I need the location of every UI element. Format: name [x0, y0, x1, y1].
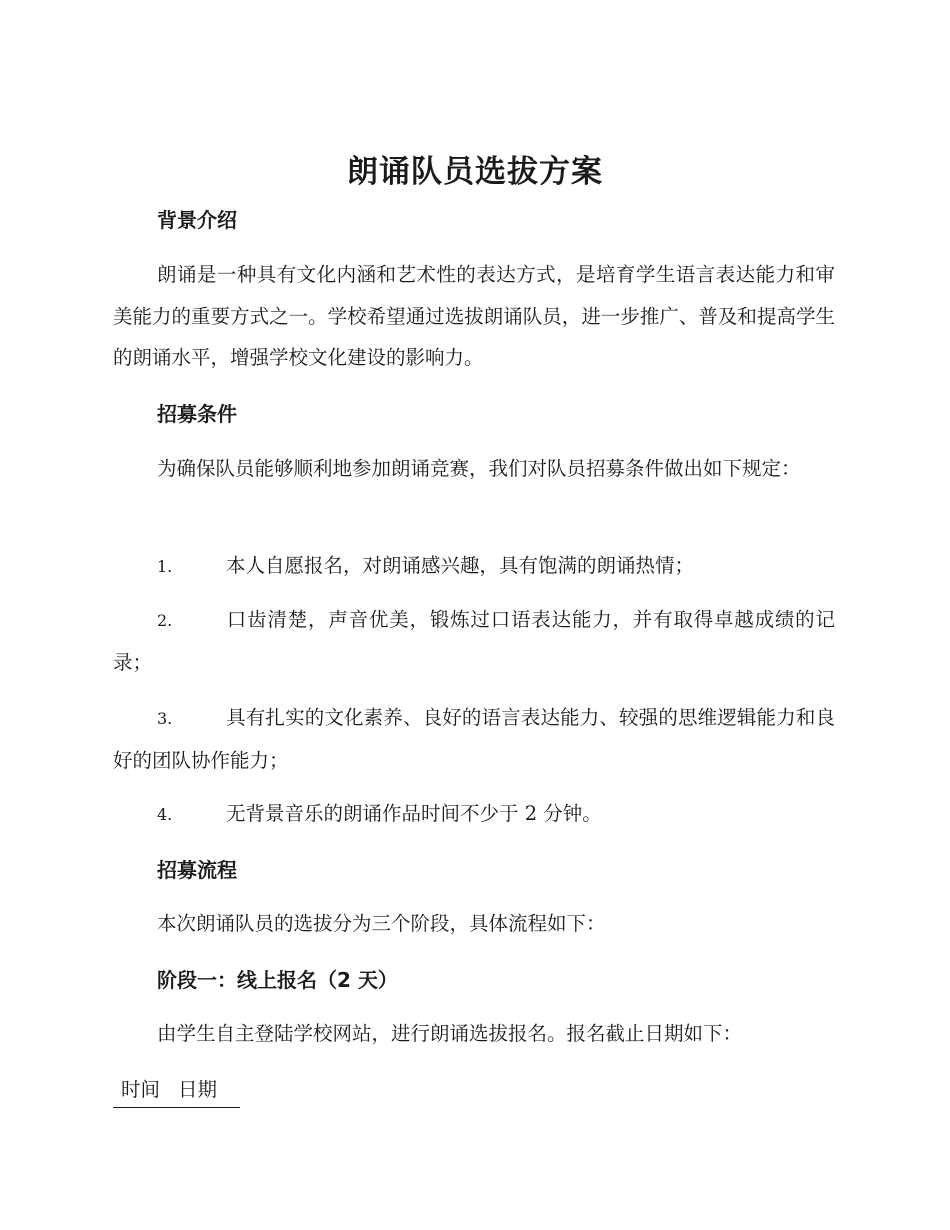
process-intro-paragraph: 本次朗诵队员的选拔分为三个阶段，具体流程如下：: [157, 912, 606, 935]
list-item-text: 具有扎实的文化素养、良好的语言表达能力、较强的思维逻辑能力和良好的团队协作能力；: [113, 706, 835, 772]
list-number: 3.: [157, 709, 173, 728]
background-paragraph: 朗诵是一种具有文化内涵和艺术性的表达方式，是培育学生语言表达能力和审美能力的重要方式之一。学校希望通过选拔朗诵队员，进一步推广、普及和提高学生的朗诵水平，增强学校文化建设的影响力。: [113, 263, 835, 369]
condition-item-4: [113, 793, 835, 836]
document-title: 朗诵队员选拔方案: [347, 154, 603, 190]
table-header-time: 时间: [121, 1078, 161, 1101]
section-heading-process: 招募流程: [157, 858, 237, 882]
stage1-paragraph: 由学生自主登陆学校网站，进行朗诵选拔报名。报名截止日期如下：: [157, 1022, 743, 1045]
list-item-text: 无背景音乐的朗诵作品时间不少于 2 分钟。: [226, 802, 602, 825]
deadline-table: [113, 1073, 240, 1108]
condition-item-1: [113, 545, 835, 588]
condition-item-2: [113, 599, 835, 683]
stage1-heading: 阶段一：线上报名（2 天）: [157, 968, 398, 992]
condition-item-3: [113, 697, 835, 781]
list-number: 1.: [157, 557, 173, 576]
list-number: 2.: [157, 611, 173, 630]
section-heading-background: 背景介绍: [157, 208, 237, 232]
list-number: 4.: [157, 805, 173, 824]
section-heading-conditions: 招募条件: [157, 402, 237, 426]
conditions-intro-paragraph: 为确保队员能够顺利地参加朗诵竞赛，我们对队员招募条件做出如下规定：: [157, 457, 801, 480]
list-item-text: 口齿清楚，声音优美，锻炼过口语表达能力，并有取得卓越成绩的记录；: [113, 608, 835, 674]
table-header-date: 日期: [178, 1078, 218, 1101]
list-item-text: 本人自愿报名，对朗诵感兴趣，具有饱满的朗诵热情；: [226, 554, 695, 577]
